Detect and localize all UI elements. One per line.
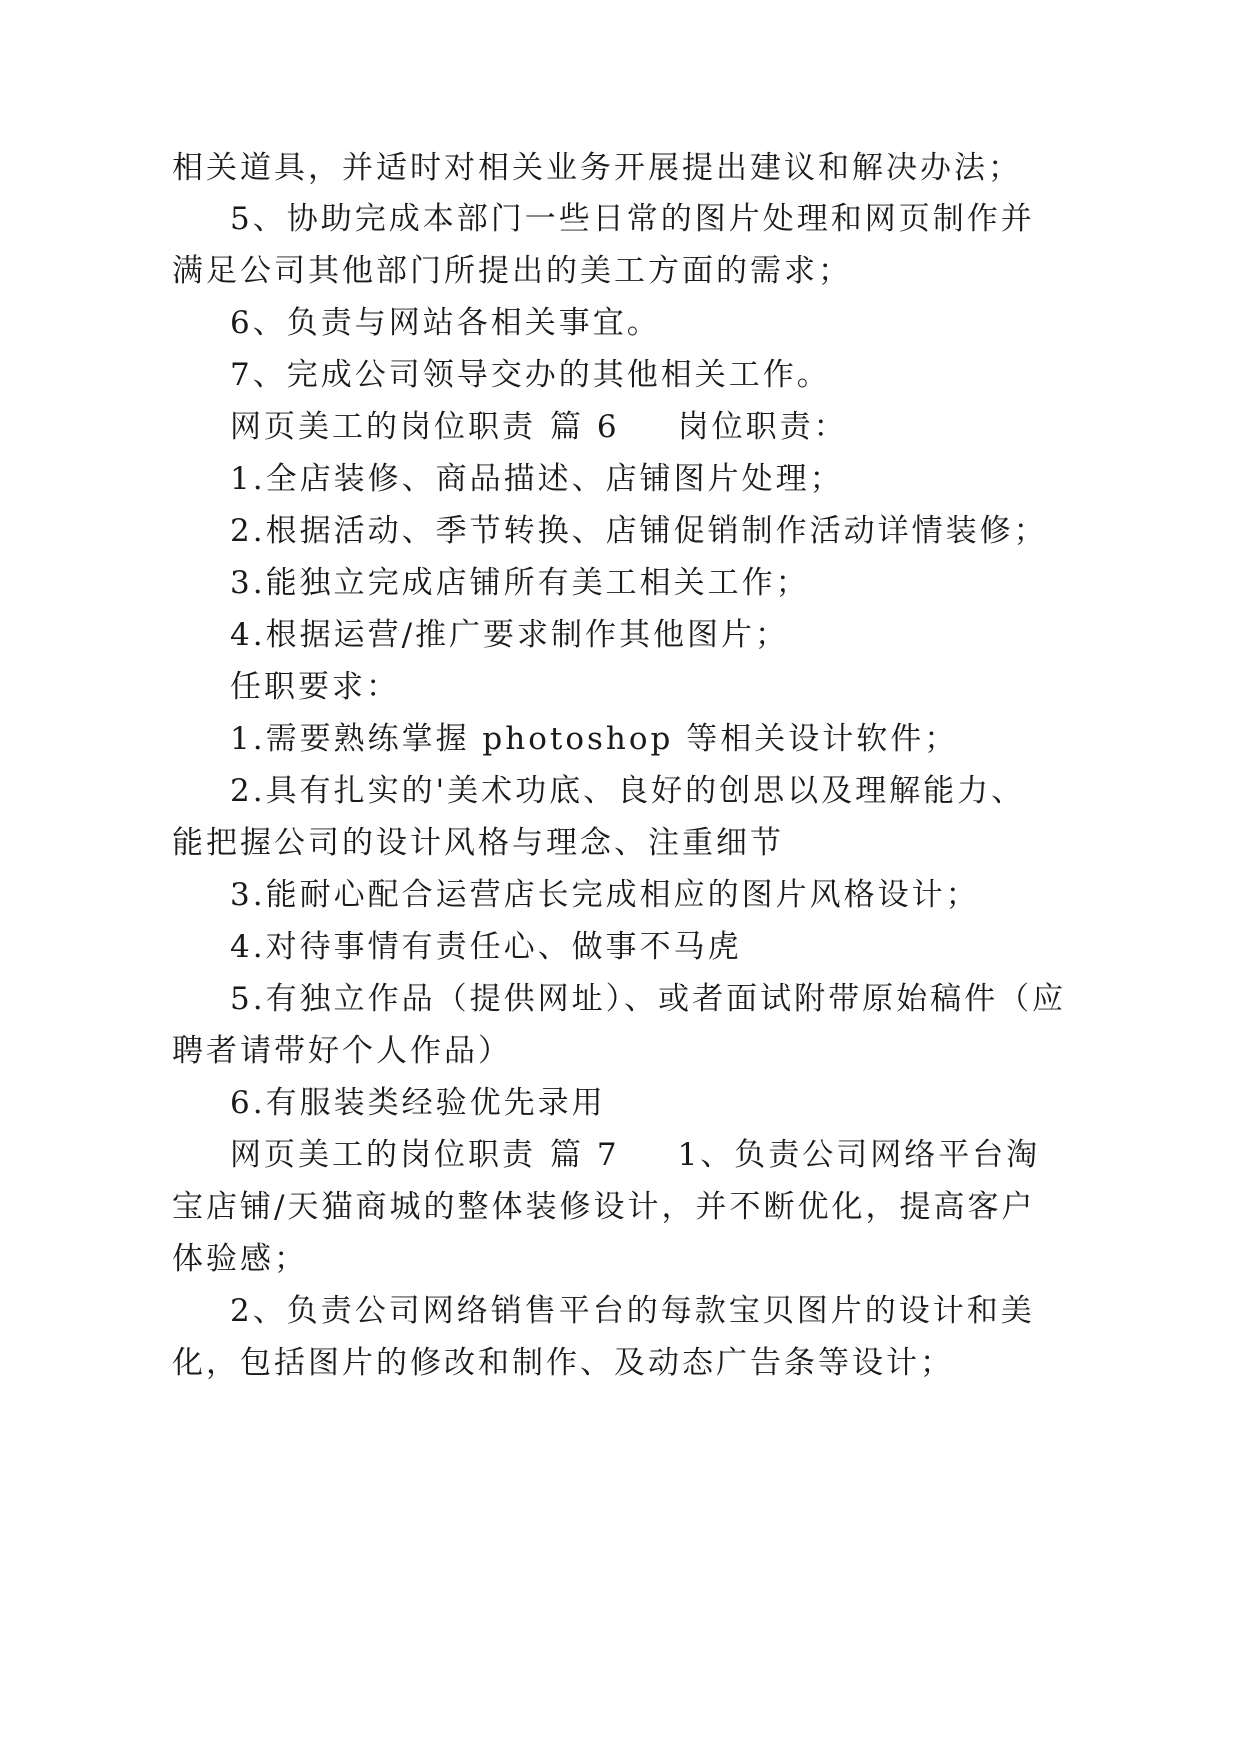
section-heading-6 <box>230 407 848 447</box>
body-line: 7、完成公司领导交办的其他相关工作。 <box>230 357 831 393</box>
body-line: 4.对待事情有责任心、做事不马虎 <box>230 929 742 965</box>
section-title: 网页美工的岗位职责 <box>230 1137 536 1173</box>
section-label: 篇 7 <box>550 1137 620 1173</box>
body-line: 3.能独立完成店铺所有美工相关工作； <box>230 565 810 601</box>
body-line: 聘者请带好个人作品） <box>172 1033 512 1069</box>
section-title: 网页美工的岗位职责 <box>230 409 536 445</box>
body-line: 2、负责公司网络销售平台的每款宝贝图片的设计和美 <box>230 1293 1035 1329</box>
body-line: 化，包括图片的修改和制作、及动态广告条等设计； <box>172 1345 954 1381</box>
body-line: 6.有服装类经验优先录用 <box>230 1085 606 1121</box>
section-text: 岗位职责： <box>677 409 848 445</box>
body-line: 5.有独立作品（提供网址）、或者面试附带原始稿件（应 <box>230 981 1067 1017</box>
body-line: 1.全店装修、商品描述、店铺图片处理； <box>230 461 844 497</box>
body-line: 能把握公司的设计风格与理念、注重细节 <box>172 825 784 861</box>
section-text: 1、负责公司网络平台淘 <box>677 1137 1041 1173</box>
body-line: 任职要求： <box>230 669 400 705</box>
body-line: 1.需要熟练掌握 photoshop 等相关设计软件； <box>230 721 959 757</box>
section-label: 篇 6 <box>550 409 620 445</box>
body-line: 2.根据活动、季节转换、店铺促销制作活动详情装修； <box>230 513 1048 549</box>
body-line: 6、负责与网站各相关事宜。 <box>230 305 661 341</box>
body-line: 4.根据运营/推广要求制作其他图片； <box>230 617 790 653</box>
body-line: 满足公司其他部门所提出的美工方面的需求； <box>172 253 852 289</box>
body-line: 5、协助完成本部门一些日常的图片处理和网页制作并 <box>230 201 1035 237</box>
body-line: 3.能耐心配合运营店长完成相应的图片风格设计； <box>230 877 980 913</box>
body-line: 2.具有扎实的'美术功底、良好的创思以及理解能力、 <box>230 773 1026 809</box>
body-line: 宝店铺/天猫商城的整体装修设计，并不断优化，提高客户 <box>172 1189 1036 1225</box>
body-line: 体验感； <box>172 1241 308 1277</box>
section-heading-7 <box>230 1135 1040 1175</box>
body-line: 相关道具，并适时对相关业务开展提出建议和解决办法； <box>172 150 1022 186</box>
